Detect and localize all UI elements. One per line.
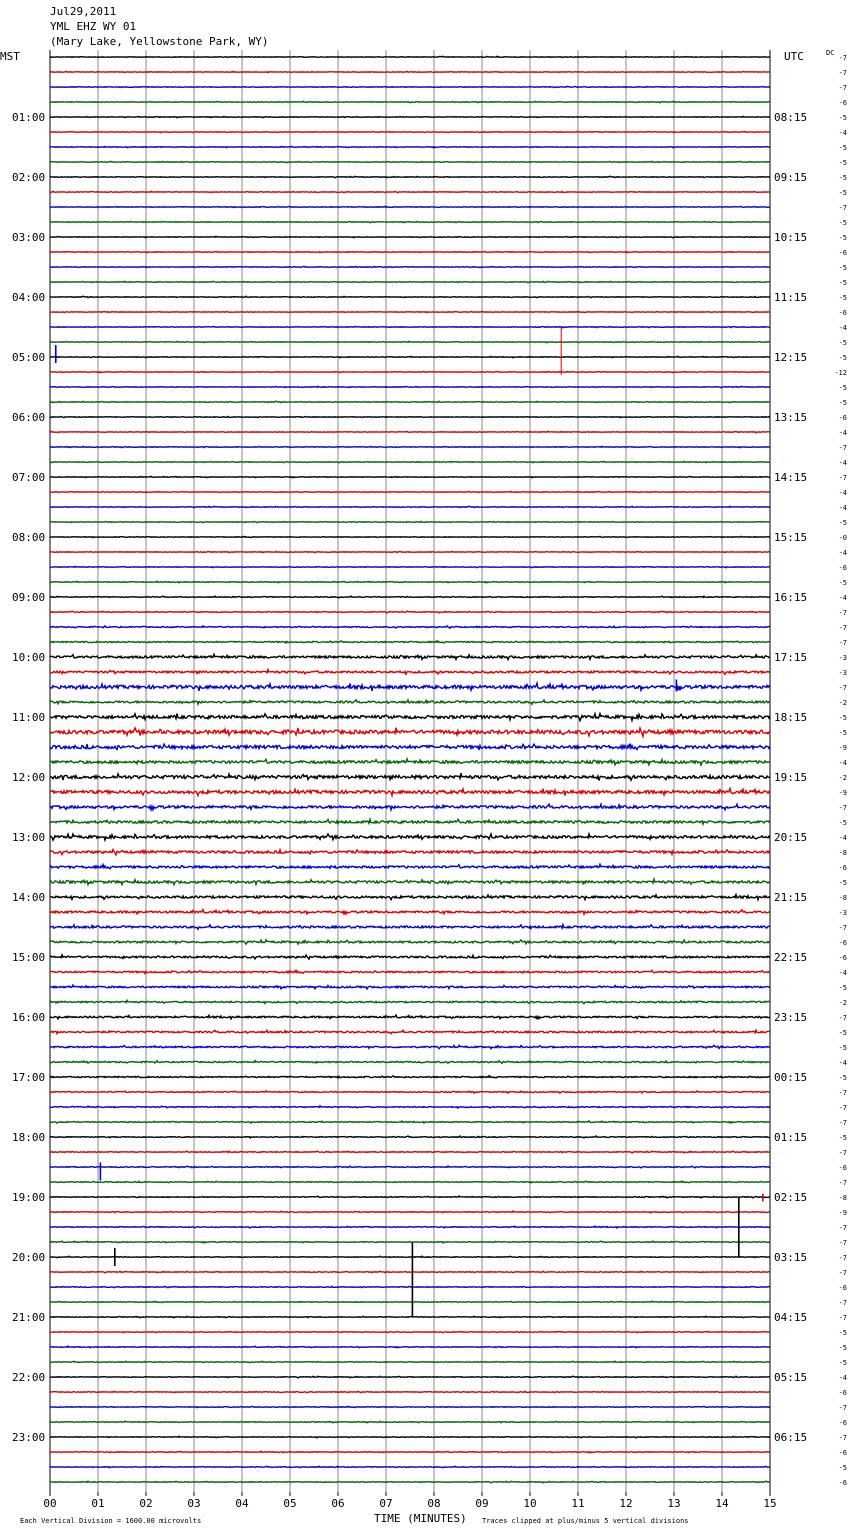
dc-offset-label: -7 xyxy=(838,624,847,632)
trace-line xyxy=(50,131,770,132)
trace-line xyxy=(50,206,770,207)
dc-offset-label: -6 xyxy=(838,1449,847,1457)
dc-offset-label: -5 xyxy=(838,819,847,827)
utc-hour-label: 21:15 xyxy=(774,891,808,904)
trace-line xyxy=(50,1136,770,1138)
dc-offset-label: -6 xyxy=(838,309,847,317)
trace-line xyxy=(50,416,770,417)
trace-line xyxy=(50,1481,770,1483)
mst-hour-label: 03:00 xyxy=(12,231,46,244)
dc-offset-label: -5 xyxy=(838,354,847,362)
dc-offset-label: -6 xyxy=(838,249,847,257)
x-tick-label: 14 xyxy=(715,1497,729,1510)
dc-offset-label: -5 xyxy=(838,1134,847,1142)
dc-offset-label: -7 xyxy=(838,1089,847,1097)
utc-hour-label: 15:15 xyxy=(774,531,808,544)
trace-line xyxy=(50,296,770,297)
trace-line xyxy=(50,1121,770,1123)
trace-line xyxy=(50,341,770,342)
dc-offset-label: -3 xyxy=(838,669,847,677)
trace-lines xyxy=(50,56,770,1483)
utc-hour-label: 17:15 xyxy=(774,651,808,664)
dc-offset-label: -4 xyxy=(838,489,847,497)
trace-line xyxy=(50,1196,770,1198)
dc-offset-label: -7 xyxy=(838,639,847,647)
utc-hour-label: 08:15 xyxy=(774,111,808,124)
trace-line xyxy=(50,1181,770,1183)
trace-line xyxy=(50,146,770,147)
trace-line xyxy=(50,1286,770,1288)
utc-hour-label: 14:15 xyxy=(774,471,808,484)
trace-line xyxy=(50,670,770,675)
trace-line xyxy=(50,386,770,387)
x-tick-label: 01 xyxy=(91,1497,105,1510)
utc-hour-label: 05:15 xyxy=(774,1371,808,1384)
mst-hour-label: 19:00 xyxy=(12,1191,46,1204)
mst-hour-label: 06:00 xyxy=(12,411,46,424)
trace-line xyxy=(50,1391,770,1393)
dc-offset-label: -4 xyxy=(838,594,847,602)
dc-offset-label: -4 xyxy=(838,324,847,332)
trace-line xyxy=(50,71,770,72)
dc-offset-label: -7 xyxy=(838,474,847,482)
dc-offset-label: -9 xyxy=(838,789,847,797)
footer-scale-note: Each Vertical Division = 1600.00 microvolts xyxy=(20,1517,202,1525)
x-tick-label: 04 xyxy=(235,1497,249,1510)
mst-hour-label: 12:00 xyxy=(12,771,46,784)
trace-line xyxy=(50,1241,770,1243)
dc-offset-label: -5 xyxy=(838,579,847,587)
mst-hour-label: 20:00 xyxy=(12,1251,46,1264)
trace-line xyxy=(50,683,770,691)
dc-offset-label: -8 xyxy=(838,1194,847,1202)
trace-line xyxy=(50,596,770,598)
mst-hour-label: 17:00 xyxy=(12,1071,46,1084)
dc-offset-label: -7 xyxy=(838,1434,847,1442)
x-tick-label: 03 xyxy=(187,1497,201,1510)
trace-line xyxy=(50,116,770,117)
utc-hour-label: 01:15 xyxy=(774,1131,808,1144)
trace-line xyxy=(50,955,770,959)
trace-line xyxy=(50,879,770,885)
dc-label: DC xyxy=(826,49,835,57)
dc-offset-label: -5 xyxy=(838,144,847,152)
dc-offset-label: -5 xyxy=(838,294,847,302)
mst-hour-label: 21:00 xyxy=(12,1311,46,1324)
dc-offset-label: -4 xyxy=(838,429,847,437)
utc-hour-label: 16:15 xyxy=(774,591,808,604)
trace-line xyxy=(50,641,770,643)
dc-offset-label: -7 xyxy=(838,1104,847,1112)
dc-offset-label: -7 xyxy=(838,1179,847,1187)
dc-offset-label: -5 xyxy=(838,1464,847,1472)
trace-line xyxy=(50,985,770,989)
trace-line xyxy=(50,446,770,447)
trace-line xyxy=(50,1211,770,1213)
dc-offset-label: -5 xyxy=(838,234,847,242)
utc-hour-label: 12:15 xyxy=(774,351,808,364)
utc-hour-label: 06:15 xyxy=(774,1431,808,1444)
dc-offset-label: -2 xyxy=(838,774,847,782)
utc-hour-label: 00:15 xyxy=(774,1071,808,1084)
trace-line xyxy=(50,1316,770,1318)
x-tick-label: 15 xyxy=(763,1497,777,1510)
dc-offset-label: -7 xyxy=(838,1119,847,1127)
footer-clip-note: Traces clipped at plus/minus 5 vertical divisions xyxy=(482,1517,689,1525)
trace-line xyxy=(50,1346,770,1348)
dc-offset-label: -7 xyxy=(838,1404,847,1412)
dc-offset-label: -5 xyxy=(838,984,847,992)
dc-offset-label: -5 xyxy=(838,1029,847,1037)
trace-line xyxy=(50,161,770,162)
mst-hour-label: 23:00 xyxy=(12,1431,46,1444)
utc-hour-label: 18:15 xyxy=(774,711,808,724)
trace-line xyxy=(50,1000,770,1003)
trace-line xyxy=(50,700,770,704)
utc-hour-label: 22:15 xyxy=(774,951,808,964)
trace-line xyxy=(50,191,770,192)
dc-offset-label: -8 xyxy=(838,849,847,857)
trace-line xyxy=(50,654,770,659)
dc-offset-label: -7 xyxy=(838,444,847,452)
trace-line xyxy=(50,536,770,537)
trace-line xyxy=(50,236,770,237)
dc-offset-label: -8 xyxy=(838,894,847,902)
trace-line xyxy=(50,356,770,357)
trace-line xyxy=(50,970,770,973)
trace-line xyxy=(50,1226,770,1228)
x-tick-label: 13 xyxy=(667,1497,681,1510)
dc-offset-label: -6 xyxy=(838,1419,847,1427)
trace-line xyxy=(50,864,770,869)
trace-line xyxy=(50,371,770,372)
dc-offset-label: -7 xyxy=(838,1149,847,1157)
dc-offset-label: -3 xyxy=(838,654,847,662)
trace-line xyxy=(50,1076,770,1078)
trace-line xyxy=(50,521,770,522)
dc-offset-label: -5 xyxy=(838,1044,847,1052)
dc-offset-label: -5 xyxy=(838,279,847,287)
utc-axis-title: UTC xyxy=(784,50,804,63)
dc-offset-label: -4 xyxy=(838,969,847,977)
dc-offset-label: -5 xyxy=(838,339,847,347)
trace-line xyxy=(50,1151,770,1153)
trace-line xyxy=(50,819,770,824)
x-tick-label: 12 xyxy=(619,1497,633,1510)
trace-line xyxy=(50,221,770,222)
utc-hour-label: 11:15 xyxy=(774,291,808,304)
dc-offset-label: -4 xyxy=(838,504,847,512)
utc-hour-label: 19:15 xyxy=(774,771,808,784)
trace-line xyxy=(50,1091,770,1093)
trace-line xyxy=(50,1166,770,1168)
trace-line xyxy=(50,266,770,267)
trace-line xyxy=(50,1451,770,1453)
dc-offset-label: -5 xyxy=(838,399,847,407)
trace-line xyxy=(50,1466,770,1468)
trace-line xyxy=(50,476,770,477)
station-label: YML EHZ WY 01 xyxy=(50,20,137,33)
dc-offset-label: -3 xyxy=(838,909,847,917)
mst-hour-label: 02:00 xyxy=(12,171,46,184)
trace-line xyxy=(50,611,770,613)
dc-offset-label: -5 xyxy=(838,714,847,722)
trace-line xyxy=(50,728,770,737)
trace-line xyxy=(50,1106,770,1108)
trace-line xyxy=(50,491,770,492)
dc-offset-label: -5 xyxy=(838,219,847,227)
trace-line xyxy=(50,1301,770,1303)
trace-line xyxy=(50,401,770,402)
dc-offset-label: -4 xyxy=(838,129,847,137)
dc-offset-label: -4 xyxy=(838,834,847,842)
trace-line xyxy=(50,910,770,915)
trace-line xyxy=(50,1061,770,1064)
mst-axis-title: MST xyxy=(0,50,20,63)
mst-hour-label: 05:00 xyxy=(12,351,46,364)
dc-offset-label: -9 xyxy=(838,744,847,752)
mst-hour-label: 18:00 xyxy=(12,1131,46,1144)
dc-offset-label: -7 xyxy=(838,1239,847,1247)
dc-offset-label: -7 xyxy=(838,804,847,812)
trace-line xyxy=(50,1030,770,1034)
trace-line xyxy=(50,176,770,177)
dc-offset-label: -7 xyxy=(838,1314,847,1322)
dc-offset-label: -6 xyxy=(838,414,847,422)
dc-offset-label: -2 xyxy=(838,699,847,707)
utc-hour-label: 09:15 xyxy=(774,171,808,184)
x-tick-label: 02 xyxy=(139,1497,153,1510)
mst-hour-label: 11:00 xyxy=(12,711,46,724)
dc-offset-label: -4 xyxy=(838,459,847,467)
mst-hour-label: 10:00 xyxy=(12,651,46,664)
utc-hour-label: 03:15 xyxy=(774,1251,808,1264)
dc-offset-label: -4 xyxy=(838,1059,847,1067)
dc-offset-label: -9 xyxy=(838,1209,847,1217)
trace-line xyxy=(50,714,770,721)
dc-offset-label: -6 xyxy=(838,1389,847,1397)
dc-offset-label: -5 xyxy=(838,114,847,122)
trace-line xyxy=(50,101,770,102)
dc-offset-label: -4 xyxy=(838,759,847,767)
x-tick-label: 06 xyxy=(331,1497,345,1510)
trace-line xyxy=(50,1256,770,1258)
trace-line xyxy=(50,461,770,462)
utc-hour-label: 04:15 xyxy=(774,1311,808,1324)
trace-line xyxy=(50,86,770,87)
trace-line xyxy=(50,940,770,944)
dc-offset-label: -7 xyxy=(838,84,847,92)
dc-offset-label: -7 xyxy=(838,1299,847,1307)
dc-offset-label: -5 xyxy=(838,264,847,272)
dc-offset-label: -5 xyxy=(838,1074,847,1082)
x-tick-label: 11 xyxy=(571,1497,585,1510)
x-axis-title: TIME (MINUTES) xyxy=(374,1512,467,1525)
dc-offset-label: -2 xyxy=(838,999,847,1007)
dc-offset-label: -5 xyxy=(838,1344,847,1352)
dc-offset-label: -7 xyxy=(838,1224,847,1232)
dc-offset-label: -4 xyxy=(838,549,847,557)
trace-line xyxy=(50,1015,770,1019)
x-tick-label: 05 xyxy=(283,1497,297,1510)
trace-line xyxy=(50,431,770,432)
axis-labels xyxy=(0,49,847,1525)
trace-line xyxy=(50,1376,770,1378)
trace-line xyxy=(50,251,770,252)
mst-hour-label: 22:00 xyxy=(12,1371,46,1384)
trace-line xyxy=(50,1331,770,1333)
x-tick-label: 08 xyxy=(427,1497,441,1510)
trace-line xyxy=(50,744,770,750)
date-label: Jul29,2011 xyxy=(50,5,117,18)
trace-line xyxy=(50,626,770,628)
utc-hour-label: 23:15 xyxy=(774,1011,808,1024)
trace-line xyxy=(50,506,770,507)
dc-offset-label: -7 xyxy=(838,924,847,932)
dc-offset-label: -7 xyxy=(838,204,847,212)
dc-offset-label: -7 xyxy=(838,1269,847,1277)
dc-offset-label: -6 xyxy=(838,954,847,962)
dc-offset-label: -6 xyxy=(838,99,847,107)
trace-line xyxy=(50,834,770,840)
trace-line xyxy=(50,566,770,567)
trace-line xyxy=(50,773,770,780)
x-tick-label: 00 xyxy=(43,1497,57,1510)
dc-offset-label: -0 xyxy=(838,534,847,542)
dc-offset-label: -5 xyxy=(838,1329,847,1337)
x-tick-label: 09 xyxy=(475,1497,489,1510)
mst-hour-label: 07:00 xyxy=(12,471,46,484)
dc-offset-label: -7 xyxy=(838,69,847,77)
dc-offset-label: -6 xyxy=(838,864,847,872)
mst-hour-label: 01:00 xyxy=(12,111,46,124)
dc-offset-label: -4 xyxy=(838,1374,847,1382)
dc-offset-label: -6 xyxy=(838,939,847,947)
trace-line xyxy=(50,1045,770,1048)
mst-hour-label: 09:00 xyxy=(12,591,46,604)
dc-offset-label: -6 xyxy=(838,1479,847,1487)
dc-offset-label: -5 xyxy=(838,174,847,182)
trace-line xyxy=(50,895,770,900)
dc-offset-label: -12 xyxy=(834,369,847,377)
trace-line xyxy=(50,850,770,855)
x-tick-label: 07 xyxy=(379,1497,393,1510)
x-tick-label: 10 xyxy=(523,1497,537,1510)
trace-line xyxy=(50,281,770,282)
dc-offset-label: -5 xyxy=(838,384,847,392)
utc-hour-label: 10:15 xyxy=(774,231,808,244)
trace-line xyxy=(50,581,770,583)
dc-offset-label: -5 xyxy=(838,1359,847,1367)
trace-line xyxy=(50,925,770,930)
trace-line xyxy=(50,789,770,796)
utc-hour-label: 20:15 xyxy=(774,831,808,844)
dc-offset-label: -5 xyxy=(838,189,847,197)
location-label: (Mary Lake, Yellowstone Park, WY) xyxy=(50,35,269,48)
dc-offset-label: -7 xyxy=(838,609,847,617)
dc-offset-label: -7 xyxy=(838,1254,847,1262)
mst-hour-label: 13:00 xyxy=(12,831,46,844)
trace-line xyxy=(50,1406,770,1407)
mst-hour-label: 08:00 xyxy=(12,531,46,544)
trace-line xyxy=(50,1421,770,1423)
dc-offset-label: -5 xyxy=(838,159,847,167)
trace-line xyxy=(50,1271,770,1273)
utc-hour-label: 02:15 xyxy=(774,1191,808,1204)
dc-offset-label: -6 xyxy=(838,1164,847,1172)
dc-offset-label: -6 xyxy=(838,1284,847,1292)
dc-offset-label: -6 xyxy=(838,564,847,572)
mst-hour-label: 15:00 xyxy=(12,951,46,964)
trace-line xyxy=(50,1436,770,1438)
dc-offset-label: -7 xyxy=(838,1014,847,1022)
trace-line xyxy=(50,759,770,765)
trace-line xyxy=(50,311,770,312)
trace-line xyxy=(50,1361,770,1363)
mst-hour-label: 04:00 xyxy=(12,291,46,304)
dc-offset-label: -7 xyxy=(838,54,847,62)
mst-hour-label: 16:00 xyxy=(12,1011,46,1024)
trace-line xyxy=(50,326,770,327)
mst-hour-label: 14:00 xyxy=(12,891,46,904)
trace-line xyxy=(50,551,770,552)
dc-offset-label: -5 xyxy=(838,879,847,887)
dc-offset-label: -5 xyxy=(838,519,847,527)
dc-offset-label: -5 xyxy=(838,729,847,737)
utc-hour-label: 13:15 xyxy=(774,411,808,424)
trace-line xyxy=(50,56,770,57)
trace-line xyxy=(50,804,770,810)
dc-offset-label: -7 xyxy=(838,684,847,692)
